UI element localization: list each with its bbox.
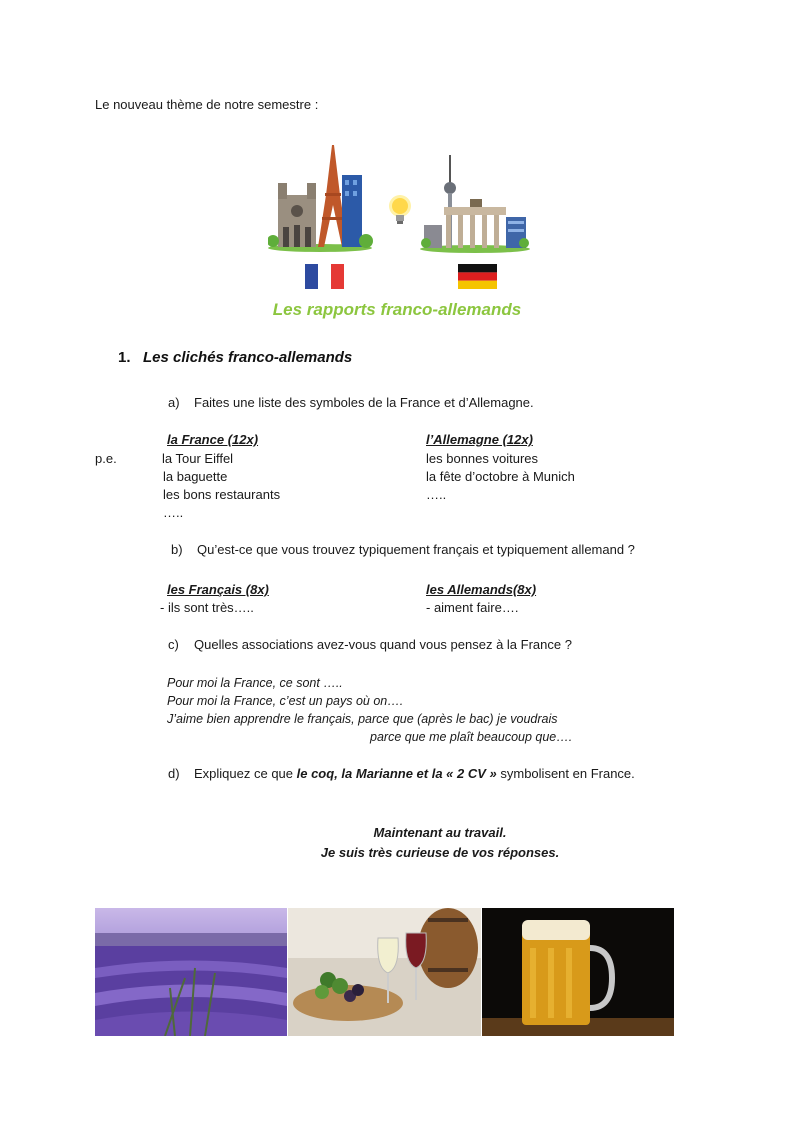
paris-skyline-illustration [268, 145, 373, 253]
germany-flag-icon [458, 264, 497, 289]
question-a-text: Faites une liste des symboles de la France et d’Allemagne. [194, 395, 534, 410]
question-a [168, 395, 534, 410]
question-c-label: c) [168, 637, 179, 652]
lavender-field-image [95, 908, 287, 1036]
france-flag-icon [305, 264, 344, 289]
question-d [168, 766, 635, 781]
france-column-header: la France (12x) [167, 432, 259, 447]
section-number: 1. [118, 349, 131, 366]
section-title: Les clichés franco-allemands [143, 349, 353, 366]
association-example: Pour moi la France, c’est un pays où on…. [167, 694, 404, 708]
beer-mug-image [482, 908, 674, 1036]
french-people-column-header: les Français (8x) [167, 582, 269, 597]
germany-item: ….. [426, 487, 447, 502]
question-d-symbols: le coq, la Marianne et la « 2 CV » [296, 766, 497, 781]
question-a-label: a) [168, 395, 180, 410]
berlin-skyline-illustration [420, 155, 530, 253]
closing-line: Je suis très curieuse de vos réponses. [320, 845, 560, 860]
association-example: Pour moi la France, ce sont ….. [167, 676, 343, 690]
question-b-text: Qu’est-ce que vous trouvez typiquement français et typiquement allemand ? [197, 542, 635, 557]
german-people-item: - aiment faire…. [426, 600, 519, 615]
question-c [168, 637, 572, 652]
germany-item: les bonnes voitures [426, 451, 539, 466]
page-title: Les rapports franco-allemands [272, 300, 522, 319]
question-c-text: Quelles associations avez-vous quand vous pensez à la France ? [194, 637, 572, 652]
example-prefix: p.e. [95, 451, 117, 466]
lightbulb-icon [388, 193, 412, 229]
association-example: J’aime bien apprendre le français, parce que (après le bac) je voudrais [167, 712, 558, 726]
question-d-text-pre: Expliquez ce que [194, 766, 297, 781]
intro-text: Le nouveau thème de notre semestre : [95, 97, 319, 112]
france-item: les bons restaurants [163, 487, 281, 502]
france-item: la Tour Eiffel [162, 451, 234, 466]
france-item: la baguette [163, 469, 228, 484]
wine-grapes-image [288, 908, 481, 1036]
question-b [171, 542, 635, 557]
section-heading [118, 349, 352, 366]
germany-column-header: l’Allemagne (12x) [426, 432, 533, 447]
question-d-text-post: symbolisent en France. [496, 766, 635, 781]
question-b-label: b) [171, 542, 183, 557]
france-item: ….. [163, 505, 184, 520]
association-example: parce que me plaît beaucoup que…. [370, 730, 573, 744]
germany-item: la fête d’octobre à Munich [426, 469, 575, 484]
german-people-column-header: les Allemands(8x) [426, 582, 537, 597]
question-d-label: d) [168, 766, 180, 781]
french-people-item: - ils sont très….. [160, 600, 254, 615]
closing-line: Maintenant au travail. [373, 825, 507, 840]
